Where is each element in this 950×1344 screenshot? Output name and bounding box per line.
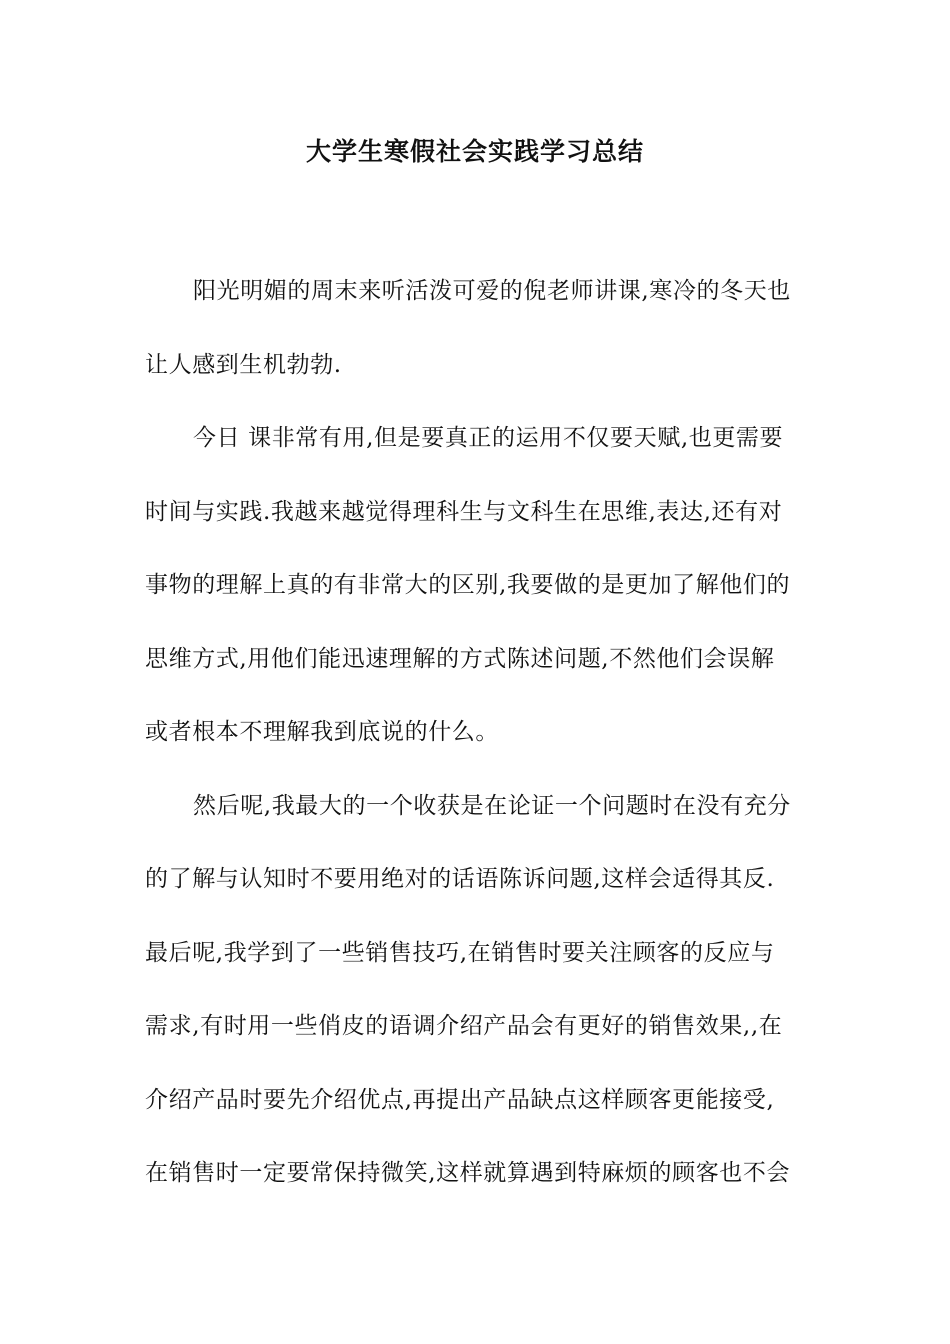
paragraph-line: 阳光明媚的周末来听活泼可爱的倪老师讲课,寒冷的冬天也: [193, 278, 791, 304]
paragraph-line: 或者根本不理解我到底说的什么。: [145, 719, 499, 745]
paragraph-line: 然后呢,我最大的一个收获是在论证一个问题时在没有充分: [193, 792, 791, 819]
paragraph-line: 最后呢,我学到了一些销售技巧,在销售时要关注顾客的反应与: [145, 939, 775, 966]
paragraph-line: 时间与实践.我越来越觉得理科生与文科生在思维,表达,还有对: [145, 498, 783, 525]
paragraph-line: 思维方式,用他们能迅速理解的方式陈述问题,不然他们会误解: [145, 645, 775, 672]
paragraph-line: 今日 课非常有用,但是要真正的运用不仅要天赋,也更需要: [193, 425, 784, 451]
paragraph-line: 需求,有时用一些俏皮的语调介绍产品会有更好的销售效果,,在: [145, 1013, 783, 1039]
paragraph-line: 让人感到生机勃勃.: [145, 351, 342, 378]
paragraph-line: 事物的理解上真的有非常大的区别,我要做的是更加了解他们的: [145, 572, 791, 598]
paragraph-line: 的了解与认知时不要用绝对的话语陈诉问题,这样会适得其反.: [145, 866, 775, 892]
paragraph-line: 在销售时一定要常保持微笑,这样就算遇到特麻烦的顾客也不会: [145, 1160, 791, 1186]
document-title: 大学生寒假社会实践学习总结: [305, 137, 644, 166]
document-body: [145, 255, 811, 1211]
paragraph-line: 介绍产品时要先介绍优点,再提出产品缺点这样顾客更能接受,: [145, 1086, 775, 1113]
